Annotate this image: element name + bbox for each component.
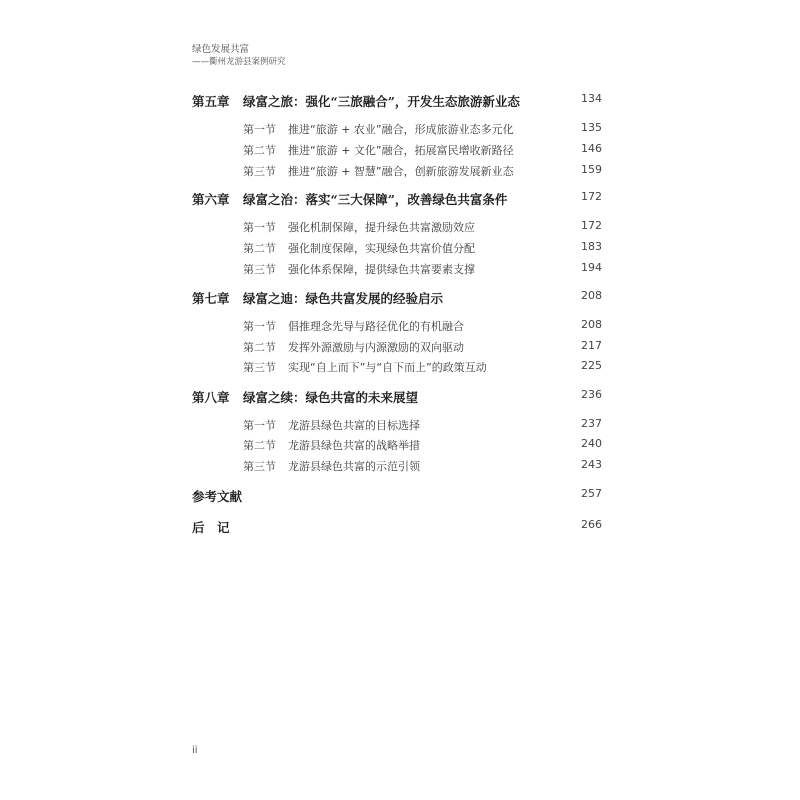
page-number: 237 [581,417,602,430]
section-label: 第二节 [243,242,276,255]
section-label: 第三节 [243,361,276,374]
toc-section[interactable] [0,437,800,457]
section-label: 第三节 [243,263,276,276]
page-number: 194 [581,261,602,274]
page-number: 257 [581,487,602,500]
section-label: 第二节 [243,439,276,452]
toc-section[interactable] [0,339,800,359]
toc-section[interactable] [0,318,800,338]
section-title: 推进“旅游 + 智慧”融合，创新旅游发展新业态 [288,165,514,178]
page-number: 208 [581,289,602,302]
page-number: 172 [581,219,602,232]
section-label: 第二节 [243,144,276,157]
section-title: 推进“旅游 + 文化”融合，拓展富民增收新路径 [288,144,514,157]
section-title: 倡推理念先导与路径优化的有机融合 [288,320,464,333]
chapter-title: 绿富之旅：强化“三旅融合”，开发生态旅游新业态 [243,94,520,109]
section-title: 强化制度保障，实现绿色共富价值分配 [288,242,475,255]
references-title: 参考文献 [192,489,243,504]
running-header [192,44,286,68]
toc-section[interactable] [0,261,800,281]
section-title: 龙游县绿色共富的目标选择 [288,419,420,432]
chapter-label: 第七章 [192,291,230,306]
page-number: 172 [581,190,602,203]
page-number: 159 [581,163,602,176]
toc-section[interactable] [0,219,800,239]
page-folio: ii [192,745,198,756]
page-number: 243 [581,458,602,471]
toc-section[interactable] [0,359,800,379]
toc-chapter-7[interactable] [0,289,800,309]
book-title: 绿色发展共富 [192,44,250,55]
section-label: 第三节 [243,165,276,178]
page-number: 208 [581,318,602,331]
page-number: 183 [581,240,602,253]
section-title: 龙游县绿色共富的战略举措 [288,439,420,452]
toc-chapter-8[interactable] [0,388,800,408]
page-number: 225 [581,359,602,372]
toc-section[interactable] [0,240,800,260]
section-label: 第三节 [243,460,276,473]
section-title: 强化体系保障，提供绿色共富要素支撑 [288,263,475,276]
toc-chapter-5[interactable] [0,92,800,112]
chapter-title: 绿富之续：绿色共富的未来展望 [243,390,419,405]
section-label: 第二节 [243,341,276,354]
page-number: 217 [581,339,602,352]
toc-references[interactable] [0,487,800,507]
toc-section[interactable] [0,142,800,162]
chapter-label: 第六章 [192,192,230,207]
section-title: 龙游县绿色共富的示范引领 [288,460,420,473]
section-title: 推进“旅游 + 农业”融合，形成旅游业态多元化 [288,123,514,136]
chapter-label: 第五章 [192,94,230,109]
page-number: 135 [581,121,602,134]
page-number: 236 [581,388,602,401]
toc-section[interactable] [0,163,800,183]
chapter-title: 绿富之迪：绿色共富发展的经验启示 [243,291,444,306]
chapter-title: 绿富之治：落实“三大保障”，改善绿色共富条件 [243,192,508,207]
postscript-title: 后 记 [192,520,230,535]
section-title: 强化机制保障，提升绿色共富激励效应 [288,221,475,234]
toc-chapter-6[interactable] [0,190,800,210]
section-title: 发挥外源激励与内源激励的双向驱动 [288,341,464,354]
section-label: 第一节 [243,221,276,234]
chapter-label: 第八章 [192,390,230,405]
page-number: 146 [581,142,602,155]
book-subtitle: ——衢州龙游县案例研究 [192,57,286,67]
section-label: 第一节 [243,123,276,136]
page-number: 240 [581,437,602,450]
section-label: 第一节 [243,419,276,432]
toc-section[interactable] [0,417,800,437]
section-title: 实现“自上而下”与“自下而上”的政策互动 [288,361,487,374]
page-number: 266 [581,518,602,531]
section-label: 第一节 [243,320,276,333]
page-number: 134 [581,92,602,105]
toc-postscript[interactable] [0,518,800,538]
toc-section[interactable] [0,458,800,478]
toc-section[interactable] [0,121,800,141]
